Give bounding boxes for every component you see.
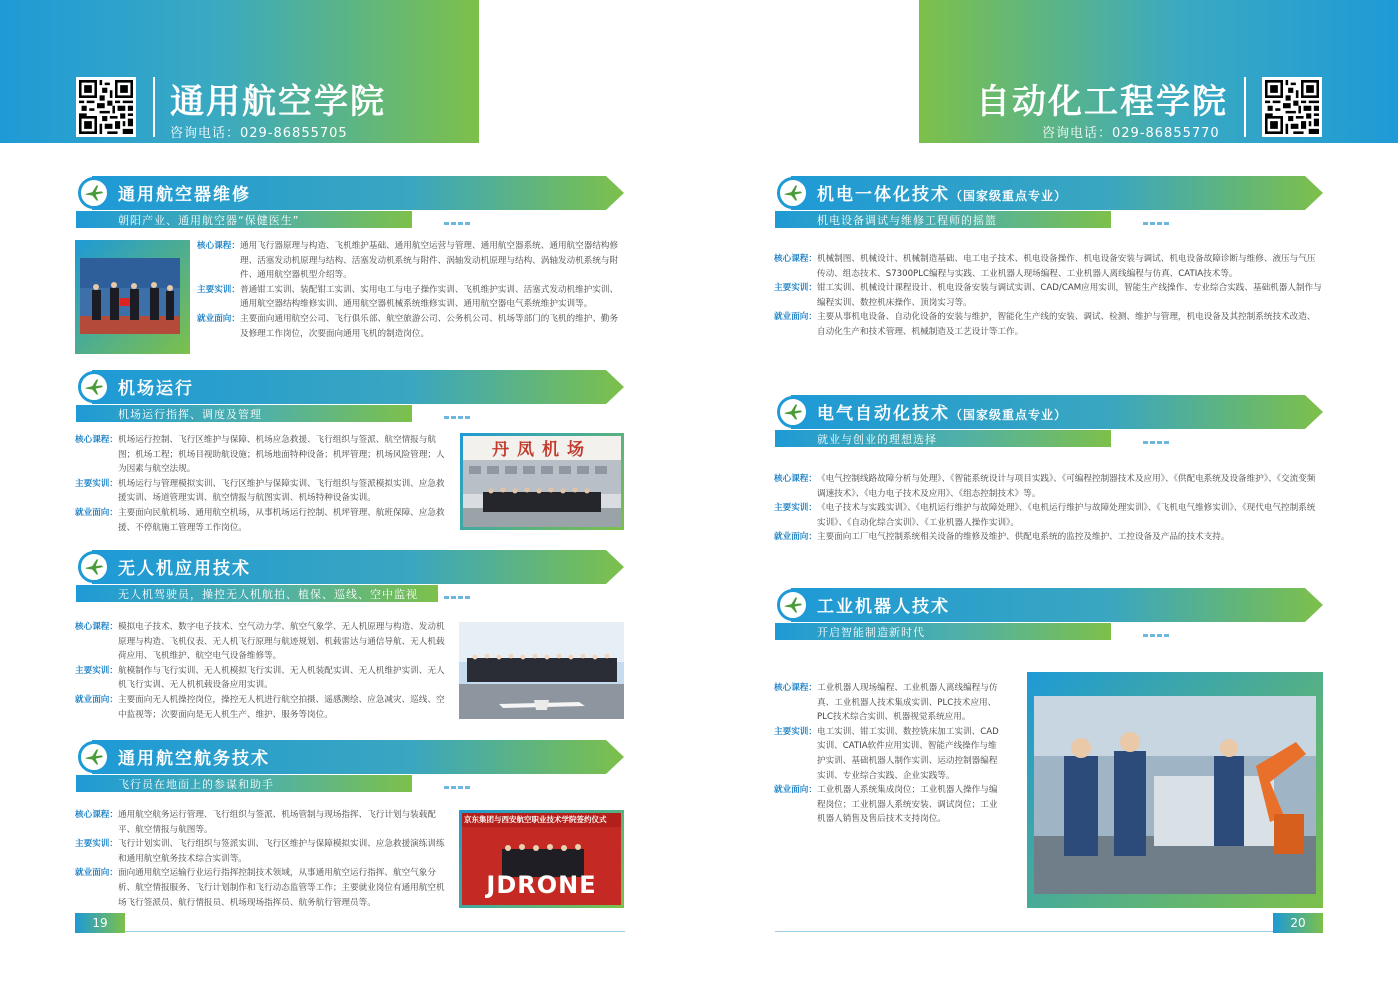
section-title-text: 机电一体化技术	[817, 185, 950, 205]
training-label: 主要实训：	[75, 478, 118, 489]
footer-rule	[75, 931, 625, 932]
consult-phone: 咨询电话：029-86855705	[170, 126, 348, 141]
section-info	[75, 620, 453, 722]
section-title: 通用航空航务技术	[118, 749, 270, 769]
section-subtitle: 飞行员在地面上的参谋和助手	[118, 778, 274, 791]
decor-dashes	[444, 404, 472, 408]
core-courses-text: 通用航空航务运行管理、飞行组织与签派、机场管制与现场指挥、飞行计划与装载配平、航空情报与航图等。	[117, 810, 436, 835]
consult-phone: 咨询电话：029-86855770	[1042, 126, 1220, 141]
section-subtitle-bar	[76, 211, 412, 228]
section-title: 无人机应用技术	[118, 559, 251, 579]
decor-dashes	[444, 210, 472, 214]
employment-label: 就业面向：	[774, 785, 817, 796]
section-title: 通用航空器维修	[118, 185, 251, 205]
jdrone-logo: JDRONE	[486, 871, 597, 899]
section-subtitle-bar	[76, 775, 412, 792]
section-subtitle: 机电设备调试与维修工程师的摇篮	[817, 214, 997, 227]
decor-dashes	[1143, 429, 1171, 433]
section-subtitle: 机场运行指挥、调度及管理	[118, 408, 262, 421]
section-subtitle-bar	[76, 585, 438, 602]
ceremony-photo	[80, 258, 180, 334]
employment-text: 工业机器人系统集成岗位；工业机器人操作与编程岗位；工业机器人系统安装、调试岗位；工业机器人销售及售后技术支持岗位。	[816, 785, 998, 825]
section-subtitle: 开启智能制造新时代	[817, 626, 925, 639]
section-banner	[775, 395, 1323, 429]
employment-label: 就业面向：	[774, 312, 817, 323]
employment-text: 主要面向通用航空公司、飞行俱乐部、航空旅游公司、公务机公司、机场等部门的飞机的维护、勤务及修理工作岗位，次要面向通用飞机的制造岗位。	[239, 313, 619, 339]
section-title	[817, 180, 1067, 205]
section-title	[817, 399, 1067, 424]
national-key-tag: （国家级重点专业）	[950, 189, 1068, 203]
section-subtitle: 就业与创业的理想选择	[817, 433, 937, 446]
training-label: 主要实训：	[75, 839, 118, 850]
section-title: 机场运行	[118, 379, 194, 399]
section-subtitle-bar	[775, 211, 1111, 228]
drone-group-photo	[459, 622, 624, 719]
plane-icon	[777, 589, 809, 621]
training-label: 主要实训：	[197, 284, 240, 295]
plane-icon	[777, 396, 809, 428]
section-subtitle: 无人机驾驶员，操控无人机航拍、植保、巡线、空中监视	[118, 588, 418, 601]
decor-dashes	[444, 774, 472, 778]
training-text: 《电子技术与实践实训》、《电机运行维护与故障处理》、《电机运行维护与故障处理实训》、《飞机电气维修实训》、《现代电气控制系统实训》、《自动化综合实训》、《工业机器人操作实训》。	[816, 503, 1316, 528]
airport-group-photo	[463, 436, 621, 527]
core-courses-label: 核心课程：	[75, 622, 118, 632]
plane-icon	[78, 371, 110, 403]
employment-text: 主要从事机电设备、自动化设备的安装与维护，智能化生产线的安装、调试、检测、维护与管理，机电设备及其控制系统技术改造、自动化生产和技术管理、机械制造及工艺设计等工作。	[816, 312, 1316, 337]
plane-icon	[78, 177, 110, 209]
page-number: 20	[1273, 913, 1323, 933]
training-text: 飞行计划实训、飞行组织与签派实训、飞行区维护与保障模拟实训、应急救援演练训练和通用航空航务技术综合实训等。	[117, 839, 445, 864]
section-info	[774, 681, 1000, 827]
training-text: 机场运行与管理模拟实训、飞行区维护与保障实训、飞行组织与签派模拟实训、应急救援实训、场道管理实训、航空情报与航图实训、机场特种设备实训。	[117, 478, 445, 504]
qr-code-icon	[76, 77, 136, 137]
core-courses-text: 机场运行控制、飞行区维护与保障、机场应急救援、飞行组织与签派、航空情报与航图；机场工程；机场目视助航设施；机场地面特种设备；机坪管理；机场风险管理；人为因素与航空法规。	[117, 435, 445, 475]
airport-sign: 丹凤机场	[492, 440, 592, 460]
section-banner	[775, 588, 1323, 622]
qr-code-icon	[1262, 77, 1322, 137]
training-label: 主要实训：	[774, 726, 817, 737]
ceremony-banner-text: 京东集团与西安航空职业技术学院签约仪式	[464, 815, 607, 824]
section-info	[75, 808, 453, 910]
header-divider	[153, 77, 155, 137]
training-text: 普通钳工实训、装配钳工实训、实用电工与电子操作实训、飞机维护实训、活塞式发动机维护实训、通用航空器结构维修实训、通用航空器机械系统维修实训、通用航空器电气系统维护实训等。	[239, 284, 619, 310]
employment-label: 就业面向：	[75, 507, 118, 518]
college-title: 自动化工程学院	[976, 82, 1228, 122]
footer-rule	[775, 931, 1323, 932]
training-text: 航模制作与飞行实训、无人机模拟飞行实训、无人机装配实训、无人机维护实训、无人机飞行实训、无人机机载设备应用实训。	[117, 665, 445, 691]
core-courses-text: 模拟电子技术、数字电子技术、空气动力学、航空气象学、无人机原理与构造、发动机原理与构造、飞机仪表、无人机飞行原理与航迹规划、机载雷达与通信导航、无人机载荷应用、飞机维护、航空电气设备维修等。	[117, 622, 445, 662]
employment-label: 就业面向：	[75, 868, 118, 879]
core-courses-label: 核心课程：	[774, 683, 817, 693]
core-courses-label: 核心课程：	[774, 254, 817, 264]
core-courses-label: 核心课程：	[75, 435, 118, 445]
employment-label: 就业面向：	[774, 532, 817, 543]
core-courses-text: 机械制图、机械设计、机械制造基础、电工电子技术、机电设备操作、机电设备安装与调试、机电设备故障诊断与维修、液压与气压传动、组态技术、S7300PLC编程与实践、工业机器人现场编程、工业机器人离线编程与仿真、CATIA技术等。	[816, 254, 1316, 279]
core-courses-label: 核心课程：	[197, 241, 240, 251]
section-info	[774, 472, 1322, 545]
section-banner	[775, 176, 1323, 210]
core-courses-label: 核心课程：	[774, 474, 817, 484]
section-subtitle-bar	[775, 623, 1111, 640]
section-banner	[76, 550, 624, 584]
section-banner	[76, 176, 624, 210]
page-number: 19	[75, 913, 125, 933]
plane-icon	[78, 741, 110, 773]
plane-icon	[777, 177, 809, 209]
employment-text: 主要面向民航机场、通用航空机场，从事机场运行控制、机坪管理、航班保障、应急救援、不停航施工管理等工作岗位。	[117, 507, 445, 533]
employment-label: 就业面向：	[197, 313, 240, 324]
training-text: 钳工实训、机械设计课程设计、机电设备安装与调试实训、CAD/CAM应用实训，智能生产线操作、专业综合实践、基础机器人制作与编程实训、数控机床操作、顶岗实习等。	[816, 283, 1322, 308]
decor-dashes	[1143, 622, 1171, 626]
training-label: 主要实训：	[774, 503, 817, 514]
core-courses-text: 通用飞行器原理与构造、飞机维护基础、通用航空运营与管理、通用航空器系统、通用航空器结构修理、活塞发动机原理与结构、活塞发动机系统与附件、涡轴发动机原理与结构、涡轴发动机系统与附件、通用航空器机型介绍等。	[239, 241, 619, 281]
section-subtitle: 朝阳产业、通用航空器“保健医生”	[118, 214, 300, 227]
decor-dashes	[444, 584, 472, 588]
plane-icon	[78, 551, 110, 583]
section-banner	[76, 740, 624, 774]
robot-lab-photo	[1034, 696, 1316, 894]
section-title-text: 电气自动化技术	[817, 404, 950, 424]
employment-label: 就业面向：	[75, 694, 118, 705]
decor-dashes	[1143, 210, 1171, 214]
employment-text: 主要面向工厂电气控制系统相关设备的维修及维护、供配电系统的监控及维护、工控设备及产品的技术支持。	[816, 532, 1230, 543]
core-courses-text: 《电气控制线路故障分析与处理》、《智能系统设计与项目实践》、《可编程控制器技术及应用》、《供配电系统及设备维护》、《交流变频调速技术》、《电力电子技术及应用》、《组态控制技术》等。	[816, 474, 1316, 499]
employment-text: 面向通用航空运输行业运行指挥控制技术领域，从事通用航空运行指挥、航空气象分析、航空情报服务、飞行计划制作和飞行动态监管等工作；主要就业岗位有通用航空机场飞行签派员、航行情报员、机场现场指挥员、航务航行管理员等。	[117, 868, 445, 908]
header-divider	[1244, 77, 1246, 137]
signing-ceremony-photo	[462, 813, 621, 905]
section-info	[774, 252, 1322, 340]
section-subtitle-bar	[76, 405, 412, 422]
training-text: 电工实训、钳工实训、数控铣床加工实训、CAD实训、CATIA软件应用实训、智能产线操作与维护实训、基础机器人制作实训、运动控制器编程实训、专业综合实践、企业实践等。	[816, 726, 999, 781]
national-key-tag: （国家级重点专业）	[950, 408, 1068, 422]
section-info	[75, 433, 453, 535]
section-info	[197, 239, 625, 341]
training-label: 主要实训：	[75, 665, 118, 676]
core-courses-label: 核心课程：	[75, 810, 118, 820]
section-banner	[76, 370, 624, 404]
training-label: 主要实训：	[774, 283, 817, 294]
college-title: 通用航空学院	[170, 82, 386, 122]
section-subtitle-bar	[775, 430, 1111, 447]
core-courses-text: 工业机器人现场编程、工业机器人离线编程与仿真、工业机器人技术集成实训、PLC技术应用、PLC技术综合实训、机器视觉系统应用。	[816, 683, 998, 723]
section-title: 工业机器人技术	[817, 597, 950, 617]
employment-text: 主要面向无人机操控岗位，操控无人机进行航空拍摄、遥感测绘、应急减灾、巡线、空中监视等；次要面向是无人机生产、维护、服务等岗位。	[117, 694, 445, 720]
